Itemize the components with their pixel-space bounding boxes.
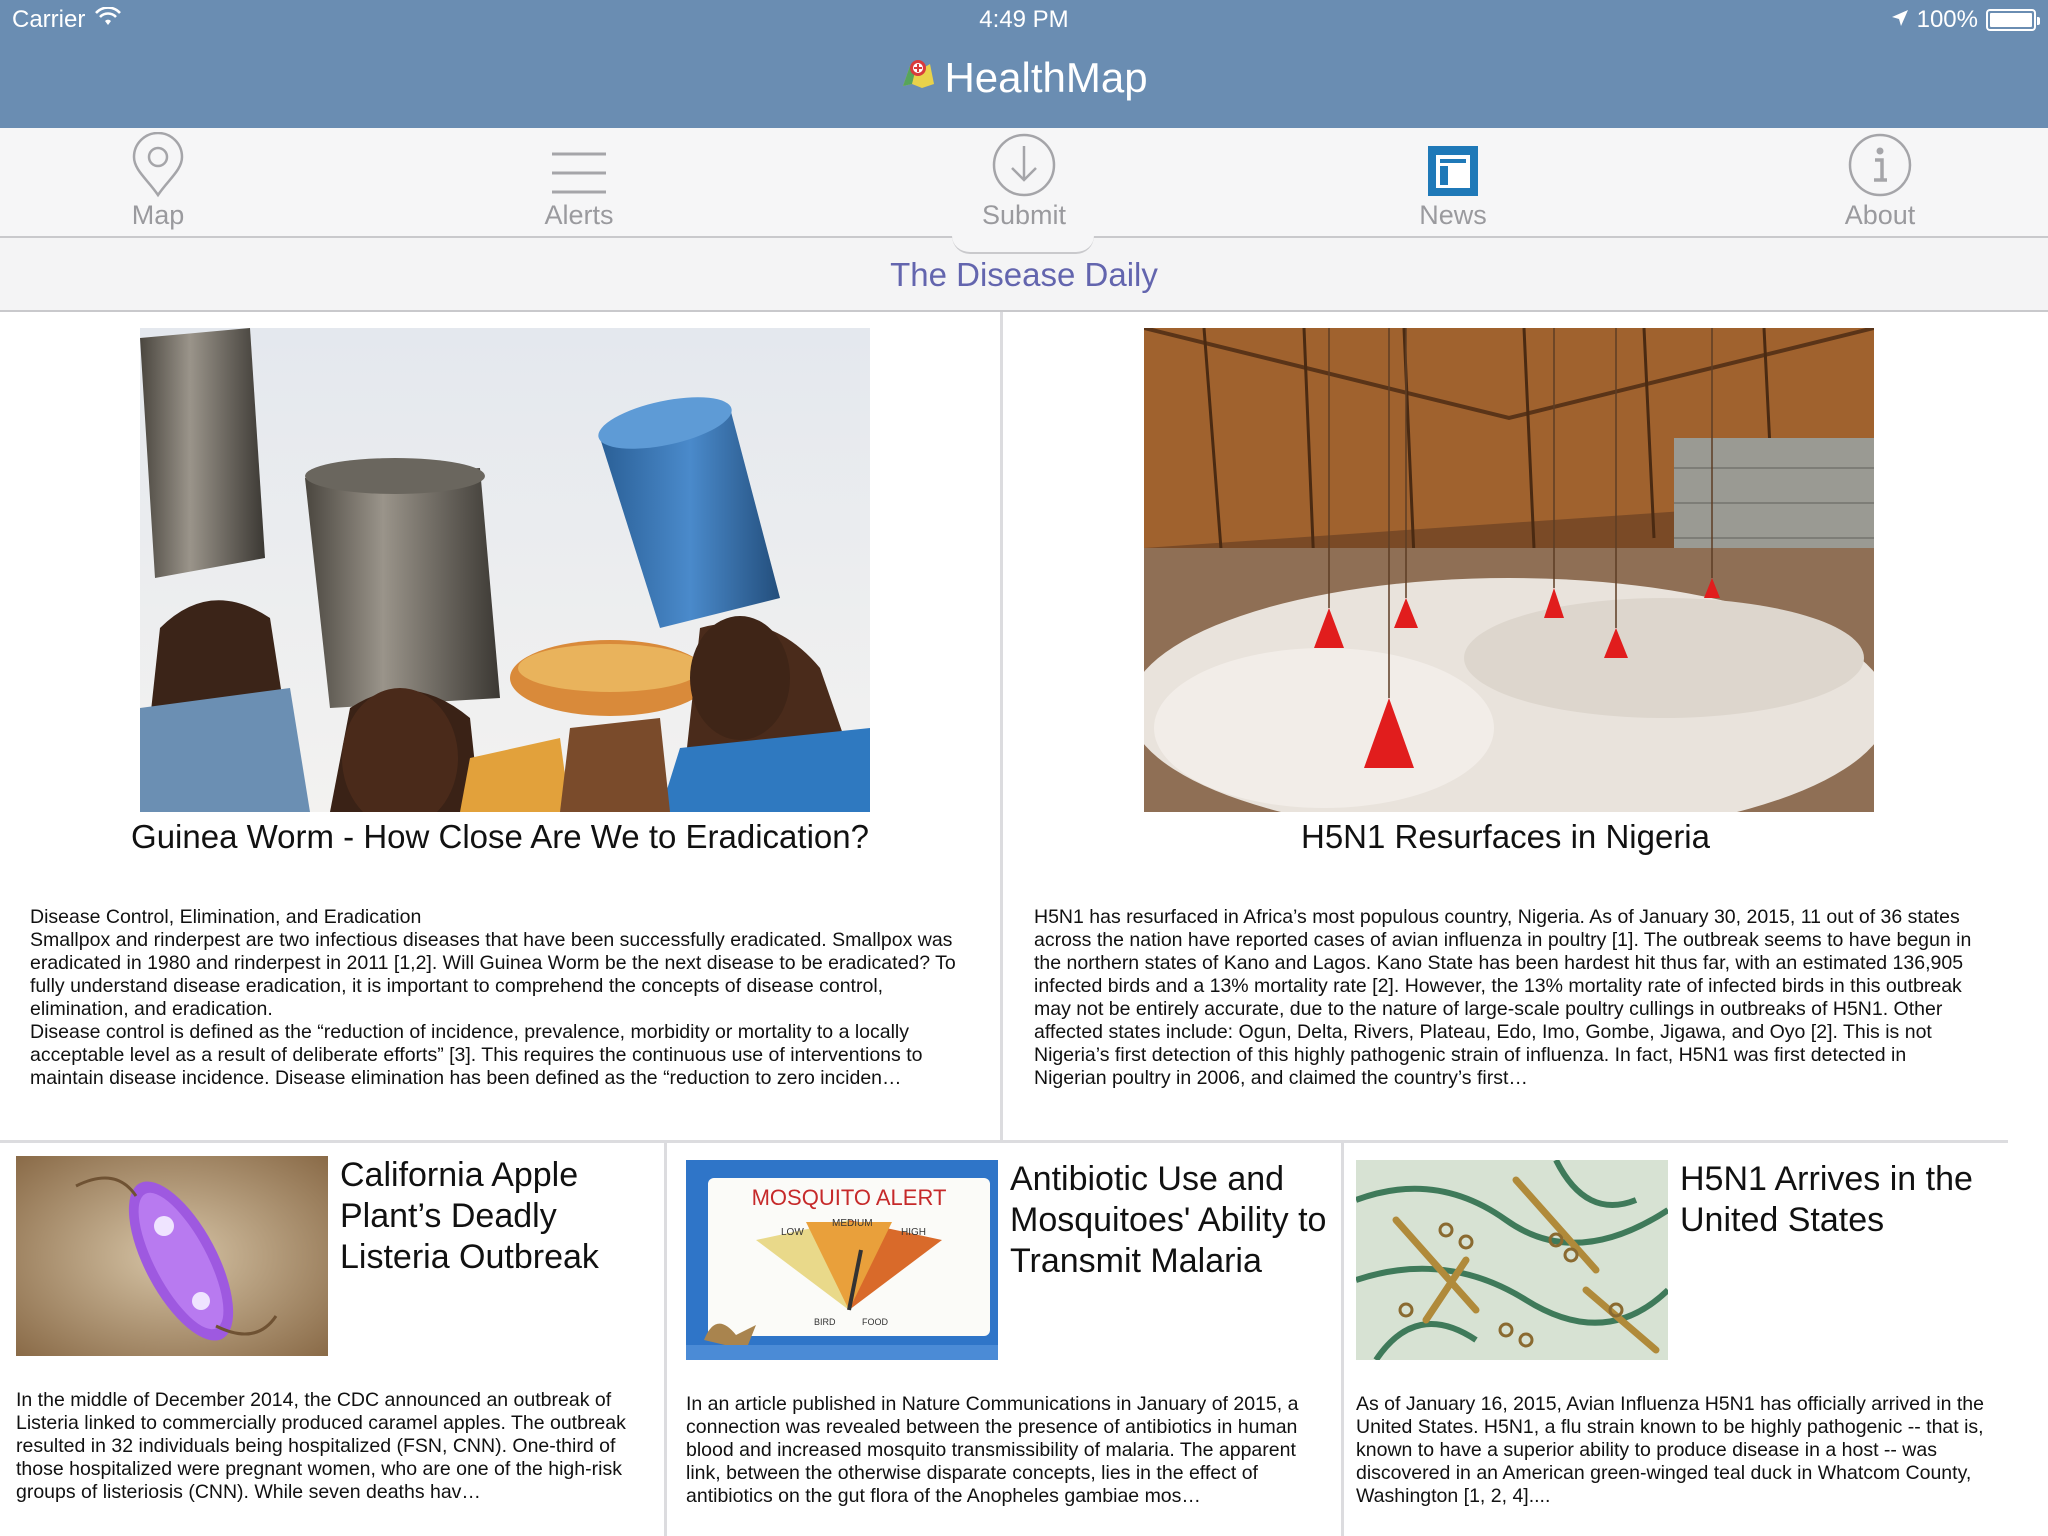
top-bar xyxy=(0,0,2048,128)
status-time: 4:49 PM xyxy=(979,6,1069,33)
sign-level-high: HIGH xyxy=(901,1227,926,1238)
article-title-listeria: California Apple Plant’s Deadly Listeria Outbreak xyxy=(340,1156,599,1276)
article-image-listeria xyxy=(16,1156,328,1356)
location-arrow-icon xyxy=(1891,6,1909,34)
status-right xyxy=(1891,6,2036,34)
battery-percent: 100% xyxy=(1916,6,1978,33)
tab-indicator-notch xyxy=(952,236,1094,254)
list-icon xyxy=(479,128,679,198)
featured-article-h5n1-nigeria[interactable] xyxy=(1003,314,2008,1140)
healthmap-logo-icon xyxy=(900,54,936,102)
tab-bar xyxy=(0,128,2048,238)
article-listeria[interactable] xyxy=(0,1143,664,1536)
featured-article-guinea-worm[interactable] xyxy=(0,314,1000,1140)
article-body-h5n1-us: As of January 16, 2015, Avian Influenza H5N1 has officially arrived in the United States. H5N1, a flu strain known to be highly pathogenic -- that is, known to have a superior ability to produce disease in a host -- was discovered in an American green-winged teal duck in Whatcom County, Washington [1, 2, 4].... xyxy=(1356,1393,1984,1507)
article-body-antibiotic-malaria: In an article published in Nature Communications in January of 2015, a connection was revealed between the presence of antibiotics in human blood and increased mosquito transmissibility of malaria. The apparent link, between the otherwise disparate concepts, lies in the effect of antibiotics on the gut flora of the Anopheles gambiae mos… xyxy=(686,1393,1299,1507)
featured-body-1: Disease Control, Elimination, and Eradication Smallpox and rinderpest are two infectious diseases that have been successfully eradicated. Smallpox was eradicated in 1980 and rinderpest in 2011 [1,2]. Will Guinea Worm be the next disease to be eradicated? To fully understand disease eradication, it is important to comprehend the concepts of disease control, elimination, and eradication. Disease control is defined as the “reduction of incidence, prevalence, morbidity or mortality to a locally acceptable level as a result of deliberate efforts” [3]. This requires the continuous use of interventions to maintain disease incidence. Disease elimination has been defined as the “reduction to zero inciden… xyxy=(30,906,956,1089)
article-title-h5n1-us: H5N1 Arrives in the United States xyxy=(1680,1160,1973,1239)
article-antibiotic-malaria[interactable] xyxy=(667,1143,1341,1536)
tab-news-label: News xyxy=(1419,200,1487,230)
article-body-listeria: In the middle of December 2014, the CDC announced an outbreak of Listeria linked to commercially produced caramel apples. The outbreak resulted in 32 individuals being hospitalized (FSN, CNN). One-third of those hospitalized were pregnant women, who are one of the high-risk groups of listeriosis (CNN). While seven deaths hav… xyxy=(16,1389,626,1503)
featured-body-2: H5N1 has resurfaced in Africa’s most populous country, Nigeria. As of January 30, 2015, 11 out of 36 states across the nation have reported cases of avian influenza in poultry [1]. The outbreak seems to have begun in the northern states of Kano and Lagos. Kano State has been hardest hit thus far, with an estimated 136,905 infected birds and a 13% mortality rate [2]. However, the 13% mortality rate of infected birds in this outbreak may not be entirely accurate, due to the nature of large-scale poultry cullings in outbreaks of H5N1. Other affected states include: Ogun, Delta, Rivers, Plateau, Edo, Imo, Gombe, Jigawa, and Oyo [2]. This is not Nigeria’s first detection of this highly pathogenic strain of influenza. In fact, H5N1 was first detected in Nigerian poultry in 2006, and claimed the country’s first… xyxy=(1034,906,1972,1089)
battery-icon xyxy=(1986,9,2036,31)
tab-alerts[interactable] xyxy=(479,128,679,238)
download-circle-icon xyxy=(924,128,1124,198)
tab-about-label: About xyxy=(1844,200,1916,230)
featured-title-2: H5N1 Resurfaces in Nigeria xyxy=(1300,818,1710,855)
sign-label-bird: BIRD xyxy=(814,1317,836,1327)
featured-title-1: Guinea Worm - How Close Are We to Eradication? xyxy=(131,818,869,855)
tab-about[interactable] xyxy=(1780,128,1980,238)
article-title-antibiotic-malaria: Antibiotic Use and Mosquitoes' Ability to Transmit Malaria xyxy=(1010,1160,1327,1280)
tab-map[interactable] xyxy=(58,128,258,238)
section-title: The Disease Daily xyxy=(890,256,1158,293)
tab-submit[interactable] xyxy=(924,128,1124,238)
carrier-label: Carrier xyxy=(12,6,86,33)
article-image-water-buckets xyxy=(140,328,870,812)
sign-label-food: FOOD xyxy=(862,1317,888,1327)
article-image-mosquito-alert xyxy=(686,1160,998,1360)
article-image-virus-micrograph xyxy=(1356,1160,1668,1360)
sign-heading: MOSQUITO ALERT xyxy=(751,1185,947,1210)
tab-map-label: Map xyxy=(131,200,185,230)
app-title-row xyxy=(0,54,2048,102)
article-image-poultry-farm xyxy=(1144,328,1874,812)
tab-submit-label: Submit xyxy=(981,200,1067,230)
article-h5n1-us[interactable] xyxy=(1344,1143,2008,1536)
news-icon xyxy=(1353,128,1553,198)
tab-alerts-label: Alerts xyxy=(544,200,614,230)
info-icon xyxy=(1780,128,1980,198)
sign-level-medium: MEDIUM xyxy=(832,1218,873,1229)
sign-level-low: LOW xyxy=(781,1227,804,1238)
map-pin-icon xyxy=(58,128,258,198)
app-title: HealthMap xyxy=(944,54,1148,101)
tab-news[interactable] xyxy=(1353,128,1553,238)
